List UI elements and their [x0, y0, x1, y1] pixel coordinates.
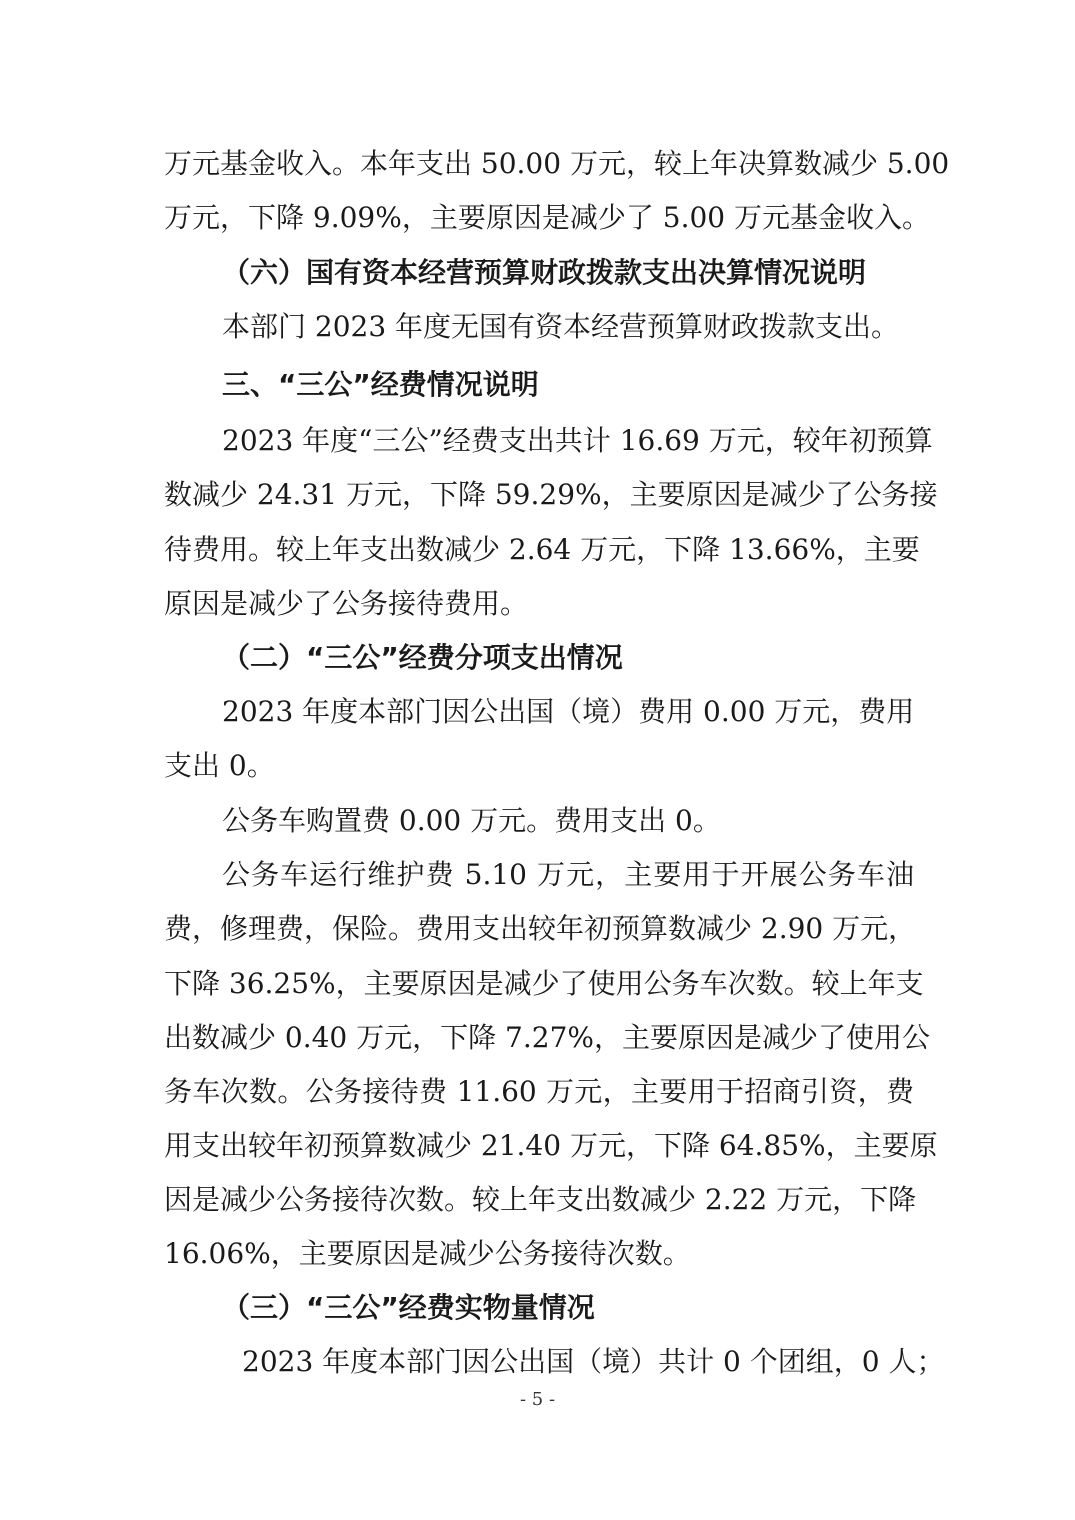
section-heading: （六）国有资本经营预算财政拨款支出决算情况说明 [222, 256, 867, 289]
page-number: - 5 - [519, 1389, 556, 1410]
text-line: 2023 年度“三公”经费支出共计 16.69 万元，较年初预算 [222, 424, 933, 457]
text-line: 2023 年度本部门因公出国（境）费用 0.00 万元，费用 [222, 695, 915, 728]
section-heading: （三）“三公”经费实物量情况 [222, 1291, 595, 1324]
text-line: 2023 年度本部门因公出国（境）共计 0 个团组，0 人； [242, 1345, 945, 1378]
text-line: 公务车购置费 0.00 万元。费用支出 0。 [222, 804, 721, 837]
section-heading: （二）“三公”经费分项支出情况 [222, 641, 623, 674]
text-line: 支出 0。 [164, 749, 275, 782]
text-line: 待费用。较上年支出数减少 2.64 万元，下降 13.66%，主要 [164, 533, 920, 566]
section-heading: 三、“三公”经费情况说明 [222, 368, 539, 401]
text-line: 万元基金收入。本年支出 50.00 万元，较上年决算数减少 5.00 [164, 147, 950, 180]
text-line: 务车次数。公务接待费 11.60 万元，主要用于招商引资，费 [164, 1075, 914, 1108]
text-line: 因是减少公务接待次数。较上年支出数减少 2.22 万元，下降 [164, 1183, 917, 1216]
text-line: 万元，下降 9.09%，主要原因是减少了 5.00 万元基金收入。 [164, 201, 930, 234]
text-line: 公务车运行维护费 5.10 万元，主要用于开展公务车油 [222, 858, 914, 891]
text-line: 用支出较年初预算数减少 21.40 万元，下降 64.85%，主要原 [164, 1129, 938, 1162]
text-line: 出数减少 0.40 万元，下降 7.27%，主要原因是减少了使用公 [164, 1021, 930, 1054]
text-line: 本部门 2023 年度无国有资本经营预算财政拨款支出。 [222, 310, 900, 343]
text-line: 原因是减少了公务接待费用。 [164, 587, 529, 620]
text-line: 数减少 24.31 万元，下降 59.29%，主要原因是减少了公务接 [164, 478, 938, 511]
text-line: 下降 36.25%，主要原因是减少了使用公务车次数。较上年支 [164, 967, 924, 1000]
text-line: 16.06%，主要原因是减少公务接待次数。 [164, 1237, 691, 1270]
text-line: 费，修理费，保险。费用支出较年初预算数减少 2.90 万元， [164, 912, 917, 945]
